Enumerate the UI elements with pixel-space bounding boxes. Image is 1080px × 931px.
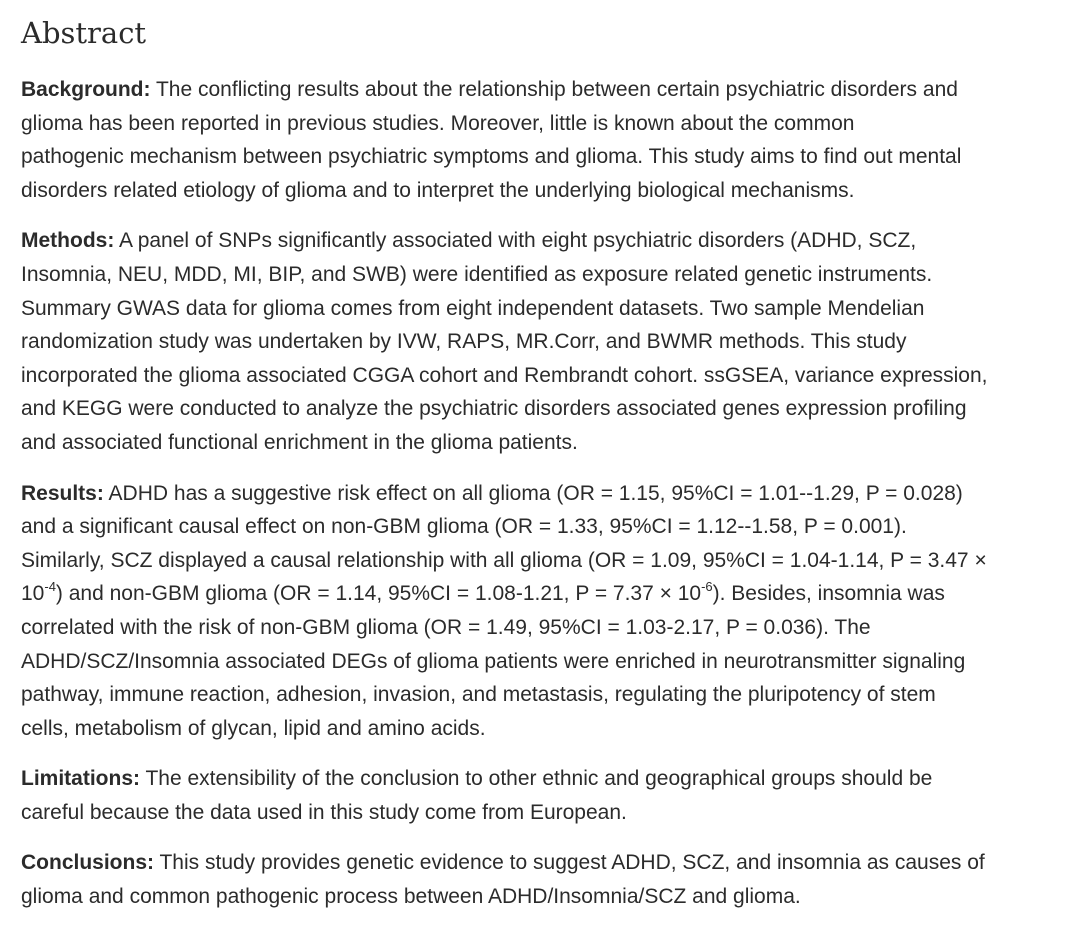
limitations-line-1: Limitations: The extensibility of the conclusion to other ethnic and geographical groups should be bbox=[21, 767, 933, 791]
methods-line-4: randomization study was undertaken by IVW, RAPS, MR.Corr, and BWMR methods. This study bbox=[21, 330, 907, 354]
methods-paragraph bbox=[21, 224, 1061, 459]
limitations-line-2: careful because the data used in this study come from European. bbox=[21, 800, 627, 824]
results-line-5: correlated with the risk of non-GBM glioma (OR = 1.49, 95%CI = 1.03-2.17, P = 0.036). The bbox=[21, 615, 871, 639]
results-line-2: and a significant causal effect on non-GBM glioma (OR = 1.33, 95%CI = 1.12--1.58, P = 0.001). bbox=[21, 515, 907, 539]
limitations-paragraph bbox=[21, 762, 1061, 829]
background-paragraph bbox=[21, 73, 1061, 207]
background-line-4: disorders related etiology of glioma and to interpret the underlying biological mechanisms. bbox=[21, 178, 855, 202]
background-line-3: pathogenic mechanism between psychiatric symptoms and glioma. This study aims to find out mental bbox=[21, 145, 962, 169]
background-line-1: Background: The conflicting results about the relationship between certain psychiatric disorders and bbox=[21, 78, 958, 101]
methods-line-2: Insomnia, NEU, MDD, MI, BIP, and SWB) were identified as exposure related genetic instruments. bbox=[21, 262, 933, 286]
exponent: -4 bbox=[44, 579, 56, 595]
methods-line-6: and KEGG were conducted to analyze the psychiatric disorders associated genes expression profiling bbox=[21, 397, 967, 421]
background-label: Background: bbox=[21, 78, 151, 101]
results-label: Results: bbox=[21, 481, 104, 505]
conclusions-line-2: glioma and common pathogenic process between ADHD/Insomnia/SCZ and glioma. bbox=[21, 885, 801, 909]
methods-line-3: Summary GWAS data for glioma comes from eight independent datasets. Two sample Mendelian bbox=[21, 296, 925, 320]
limitations-label: Limitations: bbox=[21, 767, 140, 791]
methods-label: Methods: bbox=[21, 229, 115, 253]
abstract-section bbox=[21, 14, 1061, 931]
results-line-4: $10^{-4}$) and non-GBM glioma (OR = 1.14, 95%CI = 1.08-1.21, $P = 7.37 \times 10^{-6}$). Besides, insomnia was bbox=[21, 579, 945, 606]
results-paragraph bbox=[21, 477, 1061, 746]
conclusions-line-1: Conclusions: This study provides genetic evidence to suggest ADHD, SCZ, and insomnia as causes of bbox=[21, 851, 985, 875]
background-line-2: glioma has been reported in previous studies. Moreover, little is known about the common bbox=[21, 111, 855, 135]
results-line-8: cells, metabolism of glycan, lipid and amino acids. bbox=[21, 716, 486, 740]
exponent: -6 bbox=[701, 579, 713, 595]
abstract-heading: Abstract bbox=[21, 16, 147, 50]
results-line-6: ADHD/SCZ/Insomnia associated DEGs of glioma patients were enriched in neurotransmitter signaling bbox=[21, 649, 966, 673]
conclusions-label: Conclusions: bbox=[21, 851, 155, 875]
methods-line-7: and associated functional enrichment in the glioma patients. bbox=[21, 430, 578, 454]
results-line-3: Similarly, SCZ displayed a causal relationship with all glioma (OR = 1.09, 95%CI = 1.04-1.14, P = 3.47 × bbox=[21, 548, 987, 572]
conclusions-paragraph bbox=[21, 846, 1061, 913]
results-line-7: pathway, immune reaction, adhesion, invasion, and metastasis, regulating the pluripotency of stem bbox=[21, 683, 936, 707]
methods-line-5: incorporated the glioma associated CGGA cohort and Rembrandt cohort. ssGSEA, variance expression, bbox=[21, 363, 988, 387]
results-line-1: Results: ADHD has a suggestive risk effect on all glioma (OR = 1.15, 95%CI = 1.01--1.29, P = 0.028) bbox=[21, 481, 963, 505]
methods-line-1: Methods: A panel of SNPs significantly associated with eight psychiatric disorders (ADHD, SCZ, bbox=[21, 229, 917, 253]
